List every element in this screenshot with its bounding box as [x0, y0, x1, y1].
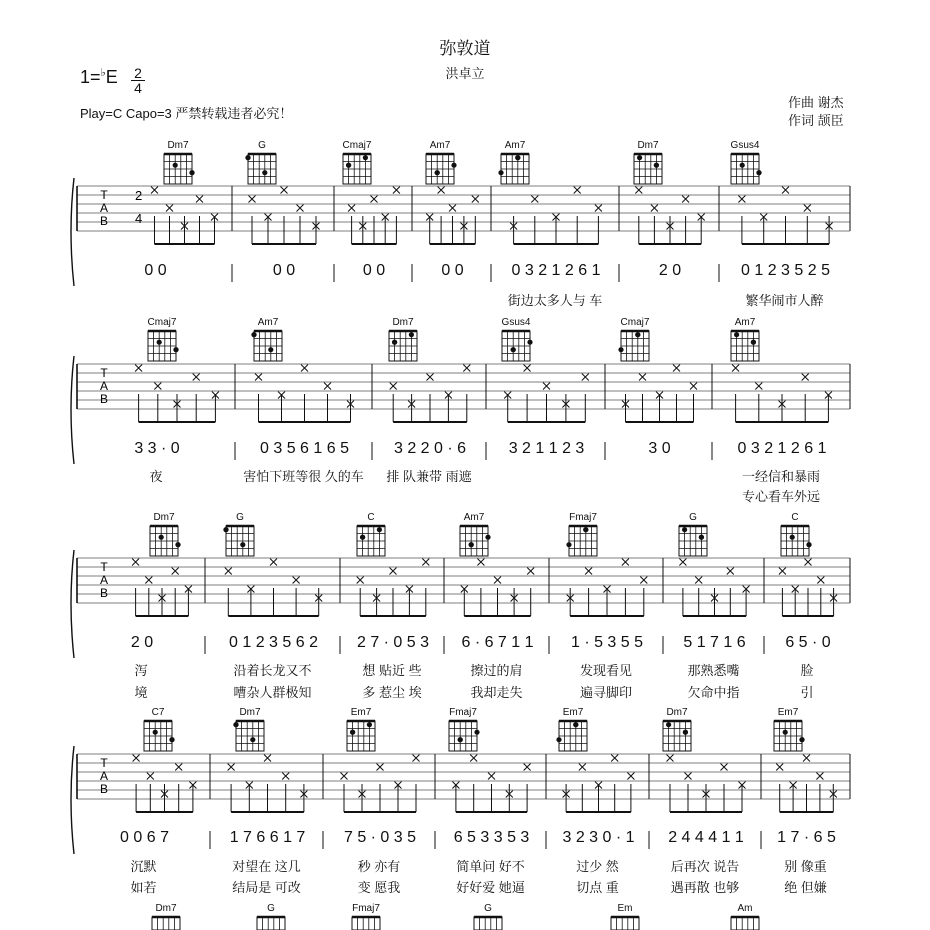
finger-dot [683, 730, 688, 735]
chord-name: G [267, 903, 275, 914]
chord-name: Dm7 [167, 140, 189, 151]
lyric-line-2: 遍寻脚印 [579, 685, 632, 700]
chord-name: Cmaj7 [620, 317, 650, 328]
finger-dot [515, 155, 520, 160]
chord-diagram-grid [611, 917, 639, 930]
chord-name: Dm7 [637, 140, 659, 151]
chord-name: Am7 [463, 512, 485, 523]
tab-x-note [348, 205, 355, 212]
tab-x-note [816, 773, 823, 780]
lyric-line-2: 多 惹尘 埃 [362, 685, 422, 700]
jianpu-bar: 0 3 2 1 2 6 1 [511, 262, 601, 279]
jianpu-bar: 0 1 2 3 5 2 5 [741, 262, 830, 279]
finger-dot [409, 332, 414, 337]
lyric-line-2: 如若 [130, 880, 157, 895]
jianpu-bar: 3 2 1 1 2 3 [508, 440, 585, 457]
tab-x-note [133, 755, 140, 762]
finger-dot [157, 340, 162, 345]
finger-dot [173, 347, 178, 352]
tab-clef-letter: A [99, 379, 109, 393]
tab-x-note [622, 559, 629, 566]
finger-dot [159, 535, 164, 540]
tab-x-note [225, 568, 232, 575]
finger-dot [637, 155, 642, 160]
tab-clef-letter: T [100, 188, 108, 202]
chord-name: Fmaj7 [352, 903, 380, 914]
composer-credit: 作曲 谢杰 [788, 95, 844, 110]
tab-x-note [595, 205, 602, 212]
system-brace [71, 356, 74, 464]
tab-clef-letter: T [100, 560, 108, 574]
chord-name: Fmaj7 [449, 707, 477, 718]
tab-x-note [635, 187, 642, 194]
finger-dot [346, 163, 351, 168]
tab-x-note [494, 577, 501, 584]
tab-x-note [802, 374, 809, 381]
finger-dot [458, 737, 463, 742]
tab-x-note [463, 365, 470, 372]
tab-x-note [803, 755, 810, 762]
finger-dot [583, 527, 588, 532]
tab-x-note [255, 374, 262, 381]
jianpu-bar: 0 0 [144, 262, 167, 279]
finger-dot [250, 737, 255, 742]
finger-dot [666, 722, 671, 727]
finger-dot [806, 542, 811, 547]
tab-x-note [449, 205, 456, 212]
finger-dot [511, 347, 516, 352]
chord-name: Am7 [429, 140, 451, 151]
finger-dot [435, 170, 440, 175]
tab-x-note [145, 577, 152, 584]
chord-name: G [236, 512, 244, 523]
tab-x-note [582, 374, 589, 381]
jianpu-bar: 6 5 3 3 5 3 [453, 829, 530, 846]
tab-clef-letter: T [100, 756, 108, 770]
finger-dot [245, 155, 250, 160]
tab-x-note [422, 559, 429, 566]
tab-x-note [690, 383, 697, 390]
chord-name: Em7 [350, 707, 372, 718]
jianpu-bar: 2 0 [658, 262, 682, 279]
jianpu-bar: 5 1 7 1 6 [683, 634, 746, 651]
tab-x-note [488, 773, 495, 780]
tab-x-note [282, 773, 289, 780]
tab-x-note [135, 365, 142, 372]
chord-name: Dm7 [666, 707, 688, 718]
jianpu-bar: 3 3 · 0 [134, 440, 180, 457]
finger-dot [740, 163, 745, 168]
lyric-line-1: 想 贴近 些 [362, 663, 422, 678]
jianpu-bar: 0 0 [441, 262, 464, 279]
tab-x-note [147, 773, 154, 780]
chord-diagram-grid [731, 917, 759, 930]
lyric-line-1: 后再次 说告 [670, 859, 740, 874]
lyric-line-2: 欠命中指 [687, 685, 740, 700]
chord-diagram-grid [257, 917, 285, 930]
tab-x-note [639, 374, 646, 381]
tab-x-note [524, 764, 531, 771]
tab-x-note [151, 187, 158, 194]
jianpu-bar: 2 4 4 4 1 1 [668, 829, 744, 846]
tab-x-note [390, 568, 397, 575]
tab-x-note [627, 773, 634, 780]
tab-clef-letter: A [99, 201, 109, 215]
tab-x-note [585, 568, 592, 575]
finger-dot [367, 722, 372, 727]
chord-name: Cmaj7 [342, 140, 372, 151]
finger-dot [363, 155, 368, 160]
tab-time-bottom: 4 [135, 211, 143, 226]
jianpu-bar: 0 1 2 3 5 6 2 [229, 634, 318, 651]
tab-x-note [393, 187, 400, 194]
chord-name: Em [617, 903, 633, 914]
jianpu-bar: 0 0 6 7 [120, 829, 169, 846]
lyric-line-2: 嘈杂人群极知 [233, 685, 312, 700]
lyric-line-1: 沉默 [130, 859, 157, 874]
tab-clef-letter: B [99, 214, 109, 228]
lyric-line-1: 擦过的肩 [470, 663, 523, 678]
tab-x-note [755, 383, 762, 390]
finger-dot [360, 535, 365, 540]
finger-dot [233, 722, 238, 727]
finger-dot [251, 332, 256, 337]
tab-x-note [679, 559, 686, 566]
system-brace [71, 550, 74, 658]
tab-x-note [524, 365, 531, 372]
lyric-line-2: 绝 但嫌 [784, 880, 827, 895]
chord-name: Dm7 [392, 317, 414, 328]
lyric-line-1: 对望在 这几 [232, 859, 301, 874]
finger-dot [699, 535, 704, 540]
lyric-line-1: 街边太多人与 车 [507, 293, 603, 308]
tab-x-note [579, 764, 586, 771]
jianpu-bar: 6 5 · 0 [785, 634, 831, 651]
finger-dot [169, 737, 174, 742]
chord-name: Gsus4 [730, 140, 760, 151]
tab-x-note [640, 577, 647, 584]
lyric-line-2: 我却走失 [470, 685, 523, 700]
tab-x-note [371, 196, 378, 203]
jianpu-bar: 1 · 5 3 5 5 [570, 634, 644, 651]
lyric-line-2: 遇再散 也够 [670, 880, 740, 895]
tab-clef-letter: A [99, 573, 109, 587]
jianpu-bar: 0 0 [272, 262, 296, 279]
lyric-line-1: 泻 [134, 663, 148, 678]
chord-name: G [258, 140, 266, 151]
tab-x-note [341, 773, 348, 780]
finger-dot [799, 737, 804, 742]
jianpu-bar: 2 7 · 0 5 3 [356, 634, 430, 651]
chord-name: C7 [151, 707, 165, 718]
tab-x-note [357, 577, 364, 584]
tab-x-note [782, 187, 789, 194]
jianpu-bar: 3 2 2 0 · 6 [393, 440, 467, 457]
lyric-line-1: 别 像重 [784, 859, 827, 874]
tab-x-note [682, 196, 689, 203]
tab-x-note [543, 383, 550, 390]
finger-dot [556, 737, 561, 742]
tab-x-note [695, 577, 702, 584]
tab-x-note [477, 559, 484, 566]
finger-dot [392, 340, 397, 345]
tab-clef-letter: B [99, 782, 109, 796]
tab-x-note [470, 755, 477, 762]
lyric-line-2: 引 [800, 685, 814, 700]
finger-dot [783, 730, 788, 735]
tab-x-note [611, 755, 618, 762]
tab-x-note [738, 196, 745, 203]
lyric-line-2: 好好爱 她逼 [456, 880, 525, 895]
tab-x-note [427, 374, 434, 381]
lyric-line-2: 专心看车外远 [741, 489, 820, 504]
tab-x-note [779, 568, 786, 575]
tab-time-top: 2 [135, 188, 143, 203]
finger-dot [751, 340, 756, 345]
lyric-line-1: 一经信和暴雨 [741, 469, 820, 484]
tab-clef-letter: A [99, 769, 109, 783]
tab-x-note [804, 205, 811, 212]
tab-x-note [527, 568, 534, 575]
chord-name: Fmaj7 [569, 512, 597, 523]
tab-x-note [166, 205, 173, 212]
chord-name: Am7 [734, 317, 756, 328]
finger-dot [451, 163, 456, 168]
jianpu-bar: 2 0 [130, 634, 154, 651]
singer-name: 洪卓立 [445, 66, 485, 81]
lyric-line-1: 秒 亦有 [357, 859, 401, 874]
tab-x-note [281, 187, 288, 194]
time-signature: 2 4 [131, 66, 145, 95]
tab-x-note [175, 764, 182, 771]
lyric-line-1: 繁华闹市人醉 [745, 293, 824, 308]
tab-clef-letter: B [99, 586, 109, 600]
tab-x-note [673, 365, 680, 372]
tab-x-note [413, 755, 420, 762]
chord-diagram-grid [352, 917, 380, 930]
finger-dot [173, 163, 178, 168]
tab-x-note [154, 383, 161, 390]
jianpu-bar: 3 0 [648, 440, 671, 457]
tab-x-note [685, 773, 692, 780]
tab-x-note [172, 568, 179, 575]
chord-name: C [367, 512, 375, 523]
finger-dot [485, 535, 490, 540]
jianpu-bar: 6 · 6 7 1 1 [461, 634, 534, 651]
lyric-line-1: 过少 然 [576, 859, 619, 874]
key-signature: 1=♭E [80, 67, 118, 87]
tab-x-note [196, 196, 203, 203]
tab-x-note [264, 755, 271, 762]
tab-x-note [817, 577, 824, 584]
tab-x-note [805, 559, 812, 566]
finger-dot [189, 170, 194, 175]
lyric-line-1: 简单问 好不 [456, 859, 525, 874]
tab-x-note [776, 764, 783, 771]
tab-clef-letter: T [100, 366, 108, 380]
chord-name: Am7 [257, 317, 279, 328]
tab-x-note [297, 205, 304, 212]
tab-x-note [228, 764, 235, 771]
lyric-line-1: 害怕下班等很 久的车 [243, 469, 364, 484]
lyric-line-1: 脸 [800, 663, 814, 678]
tab-x-note [293, 577, 300, 584]
jianpu-bar: 1 7 · 6 5 [777, 829, 836, 846]
tab-x-note [574, 187, 581, 194]
lyric-line-2: 结局是 可改 [232, 880, 301, 895]
lyric-line-2: 变 愿我 [357, 880, 401, 895]
finger-dot [566, 542, 571, 547]
tab-x-note [377, 764, 384, 771]
system-brace [71, 746, 74, 854]
finger-dot [756, 170, 761, 175]
chord-name: Am7 [504, 140, 526, 151]
finger-dot [350, 730, 355, 735]
finger-dot [635, 332, 640, 337]
chord-diagram-grid [152, 917, 180, 930]
finger-dot [240, 542, 245, 547]
tab-x-note [249, 196, 256, 203]
tab-x-note [132, 559, 139, 566]
chord-name: Em7 [562, 707, 584, 718]
finger-dot [618, 347, 623, 352]
finger-dot [682, 527, 687, 532]
tab-x-note [270, 559, 277, 566]
lyric-line-1: 那熟悉嘴 [687, 663, 740, 678]
lyricist-credit: 作词 颉臣 [788, 113, 844, 128]
chord-name: G [484, 903, 492, 914]
jianpu-bar: 0 3 5 6 1 6 5 [260, 440, 349, 457]
finger-dot [153, 730, 158, 735]
lyric-line-1: 排 队兼带 雨遮 [386, 469, 472, 484]
finger-dot [527, 340, 532, 345]
lyric-line-1: 发现看见 [579, 663, 632, 678]
lyric-line-2: 境 [134, 685, 148, 700]
tab-x-note [472, 196, 479, 203]
finger-dot [654, 163, 659, 168]
lyric-line-2: 切点 重 [576, 880, 619, 895]
lyric-line-1: 夜 [149, 469, 163, 484]
tab-x-note [390, 383, 397, 390]
chord-name: Am [737, 903, 753, 914]
tab-x-note [732, 365, 739, 372]
finger-dot [268, 347, 273, 352]
tab-x-note [667, 755, 674, 762]
jianpu-bar: 3 2 3 0 · 1 [562, 829, 635, 846]
jianpu-bar: 1 7 6 6 1 7 [229, 829, 306, 846]
finger-dot [790, 535, 795, 540]
finger-dot [469, 542, 474, 547]
jianpu-bar: 0 3 2 1 2 6 1 [737, 440, 827, 457]
lyric-line-1: 沿着长龙又不 [233, 663, 312, 678]
jianpu-bar: 7 5 · 0 3 5 [343, 829, 417, 846]
finger-dot [223, 527, 228, 532]
chord-name: Gsus4 [501, 317, 531, 328]
chord-name: C [791, 512, 799, 523]
chord-name: Dm7 [155, 903, 177, 914]
jianpu-bar: 0 0 [362, 262, 386, 279]
tab-x-note [531, 196, 538, 203]
chord-name: Dm7 [153, 512, 175, 523]
tab-x-note [721, 764, 728, 771]
tab-x-note [438, 187, 445, 194]
finger-dot [377, 527, 382, 532]
finger-dot [474, 730, 479, 735]
chord-name: Em7 [777, 707, 799, 718]
chord-name: G [689, 512, 697, 523]
chord-name: Cmaj7 [147, 317, 177, 328]
chord-name: Dm7 [239, 707, 261, 718]
finger-dot [175, 542, 180, 547]
tab-x-note [301, 365, 308, 372]
finger-dot [262, 170, 267, 175]
tab-x-note [727, 568, 734, 575]
finger-dot [734, 332, 739, 337]
play-capo-info: Play=C Capo=3 严禁转载违者必究！ [80, 106, 293, 121]
chord-diagram-grid [474, 917, 502, 930]
tab-x-note [651, 205, 658, 212]
finger-dot [498, 170, 503, 175]
tab-clef-letter: B [99, 392, 109, 406]
tab-x-note [324, 383, 331, 390]
system-brace [71, 178, 74, 286]
finger-dot [573, 722, 578, 727]
song-title: 弥敦道 [439, 39, 491, 58]
tab-x-note [193, 374, 200, 381]
